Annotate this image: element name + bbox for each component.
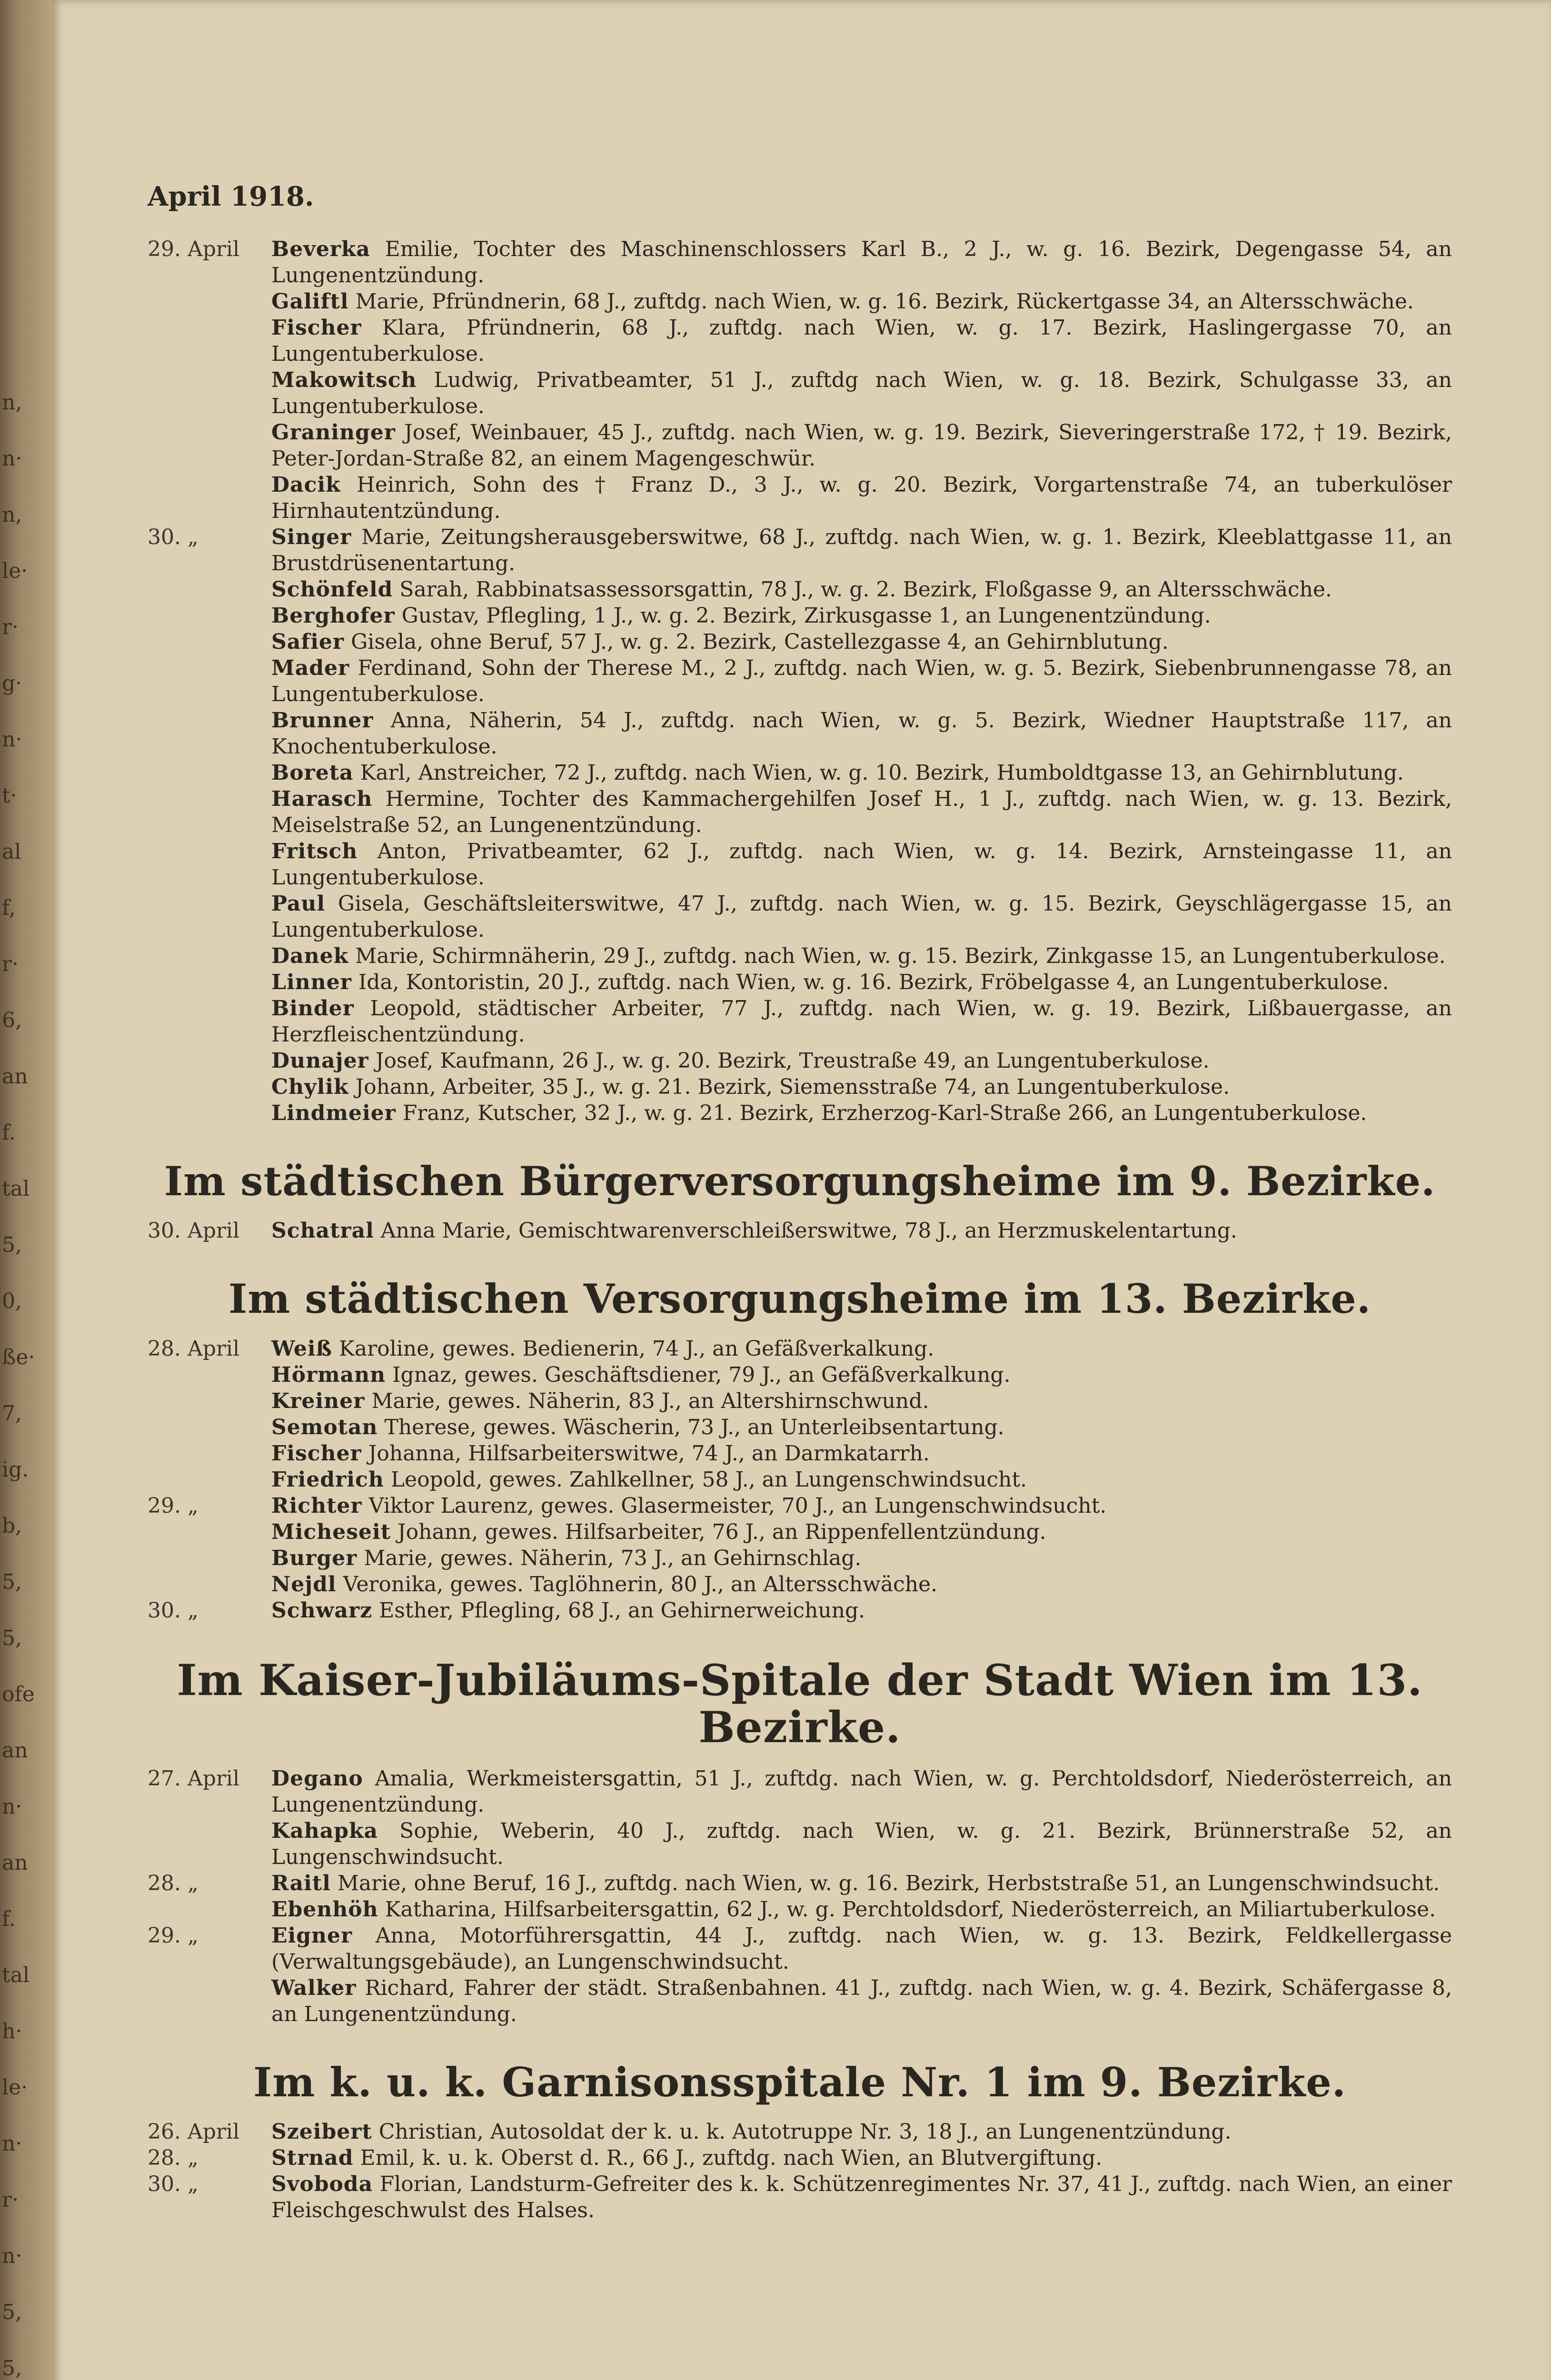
death-entry (148, 1493, 1452, 1519)
document-page (52, 0, 1551, 2380)
entry-surname: Graninger (271, 420, 396, 445)
gutter-fragment: n, (2, 390, 22, 415)
entry-date: 27. April (148, 1766, 240, 1791)
entry-surname: Raitl (271, 1871, 331, 1895)
death-entry (148, 995, 1452, 1048)
gutter-fragment: 5, (2, 1233, 22, 1257)
sections-container (148, 236, 1452, 2223)
death-entry (148, 1336, 1452, 1362)
entry-details: Karoline, gewes. Bedienerin, 74 J., an Gefäßverkalkung. (338, 1336, 935, 1361)
entry-surname: Paul (271, 892, 326, 916)
entry-details: Heinrich, Sohn des † Franz D., 3 J., w. g. 20. Bezirk, Vorgartenstraße 74, an tuberkulöser Hirnhautentzündung. (271, 473, 1452, 523)
entry-details: Marie, Schirmnäherin, 29 J., zuftdg. nach Wien, w. g. 15. Bezirk, Zinkgasse 15, an Lungentuberkulose. (355, 944, 1446, 968)
entry-details: Marie, gewes. Näherin, 83 J., an Altershirnschwund. (371, 1388, 929, 1413)
entry-surname: Galiftl (271, 289, 349, 314)
entry-details: Amalia, Werkmeistersgattin, 51 J., zuftdg. nach Wien, w. g. Perchtoldsdorf, Niederösterreich, an Lungenentzündung. (271, 1766, 1452, 1817)
death-entry (148, 891, 1452, 943)
death-entry (148, 2145, 1452, 2171)
entry-details: Anna, Motorführersgattin, 44 J., zuftdg. nach Wien, w. g. 13. Bezirk, Feldkellergasse (Verwaltungsgebäude), an Lungenschwindsucht. (271, 1923, 1452, 1974)
entry-details: Johanna, Hilfsarbeiterswitwe, 74 J., an Darmkatarrh. (368, 1441, 930, 1466)
entry-date: 30. „ (148, 1598, 199, 1623)
entry-surname: Lindmeier (271, 1101, 396, 1125)
gutter-fragment: 5, (2, 2356, 22, 2380)
death-entry (148, 603, 1452, 629)
section (148, 1160, 1452, 1244)
entry-details: Josef, Weinbauer, 45 J., zuftdg. nach Wien, w. g. 19. Bezirk, Sieveringerstraße 172, † 19. Bezirk, Peter-Jordan-Straße 82, an einem Magengeschwür. (271, 420, 1452, 471)
gutter-fragment: le· (2, 2075, 28, 2100)
death-entry (148, 629, 1452, 655)
death-entry (148, 1074, 1452, 1100)
death-entry (148, 943, 1452, 969)
entry-surname: Ebenhöh (271, 1897, 378, 1922)
entry-details: Emilie, Tochter des Maschinenschlossers Karl B., 2 J., w. g. 16. Bezirk, Degengasse 54, an Lungenentzündung. (271, 237, 1452, 288)
entry-details: Anna Marie, Gemischtwarenverschleißerswitwe, 78 J., an Herzmuskelentartung. (380, 1219, 1237, 1243)
gutter-fragment: t· (2, 783, 17, 808)
entry-details: Veronika, gewes. Taglöhnerin, 80 J., an Altersschwäche. (343, 1572, 938, 1597)
gutter-fragment: n· (2, 2132, 22, 2156)
entry-surname: Strnad (271, 2146, 354, 2171)
entry-date: 28. „ (148, 1871, 199, 1895)
entry-surname: Binder (271, 996, 354, 1021)
entry-surname: Burger (271, 1546, 358, 1570)
section (148, 1657, 1452, 2027)
section-title: Im k. u. k. Garnisonsspitale Nr. 1 im 9. Bezirke. (253, 2058, 1346, 2106)
gutter-fragment: 0, (2, 1289, 22, 1313)
gutter-fragment: n· (2, 727, 22, 752)
entry-details: Viktor Laurenz, gewes. Glasermeister, 70 J., an Lungenschwindsucht. (368, 1493, 1107, 1518)
entry-details: Gisela, Geschäftsleiterswitwe, 47 J., zuftdg. nach Wien, w. g. 15. Bezirk, Geyschlägergasse 15, an Lungentuberkulose. (271, 892, 1452, 942)
running-head: April 1918. (148, 181, 314, 212)
entry-surname: Nejdl (271, 1572, 337, 1597)
section (148, 1277, 1452, 1623)
entry-surname: Boreta (271, 761, 354, 785)
entry-surname: Brunner (271, 708, 374, 733)
death-entry (148, 1870, 1452, 1896)
gutter-fragment: an (2, 1851, 28, 1875)
entry-details: Florian, Landsturm-Gefreiter des k. k. Schützenregimentes Nr. 37, 41 J., zuftdg. nach Wien, an einer Fleischgeschwulst des Halses. (271, 2172, 1452, 2223)
entry-surname: Kahapka (271, 1818, 378, 1843)
entry-date: 28. „ (148, 2146, 199, 2171)
gutter-previous-page (0, 0, 52, 2380)
entry-surname: Linner (271, 970, 352, 994)
entry-surname: Svoboda (271, 2172, 373, 2197)
gutter-fragment: n· (2, 446, 22, 471)
death-entry (148, 1765, 1452, 1818)
entry-details: Anna, Näherin, 54 J., zuftdg. nach Wien, w. g. 5. Bezirk, Wiedner Hauptstraße 117, an Knochentuberkulose. (271, 708, 1452, 759)
death-entry (148, 419, 1452, 472)
gutter-fragment: an (2, 1064, 28, 1089)
section-title: Im städtischen Bürgerversorgungsheime im 9. Bezirke. (164, 1158, 1436, 1205)
gutter-fragment: al (2, 840, 21, 864)
death-entry (148, 1545, 1452, 1571)
death-entry (148, 1519, 1452, 1545)
entry-surname: Danek (271, 944, 349, 968)
gutter-fragment: an (2, 1738, 28, 1763)
entry-surname: Friedrich (271, 1467, 384, 1492)
death-entry (148, 655, 1452, 707)
entry-date: 29. April (148, 237, 240, 261)
death-entry (148, 1818, 1452, 1870)
entry-surname: Richter (271, 1493, 362, 1518)
death-entry (148, 576, 1452, 603)
death-entry (148, 969, 1452, 995)
gutter-fragment: b, (2, 1514, 22, 1538)
entry-date: 30. „ (148, 525, 199, 549)
gutter-fragments (2, 0, 50, 2380)
gutter-fragment: f, (2, 896, 16, 920)
entry-surname: Chylik (271, 1075, 349, 1099)
entry-surname: Dunajer (271, 1049, 369, 1073)
entry-details: Klara, Pfründnerin, 68 J., zuftdg. nach Wien, w. g. 17. Bezirk, Haslingergasse 70, an Lungentuberkulose. (271, 316, 1452, 366)
death-entry (148, 2171, 1452, 2223)
entry-surname: Mader (271, 656, 350, 680)
death-entry (148, 367, 1452, 419)
entry-details: Johann, Arbeiter, 35 J., w. g. 21. Bezirk, Siemensstraße 74, an Lungentuberkulose. (355, 1075, 1230, 1099)
entry-surname: Kreiner (271, 1388, 365, 1413)
gutter-fragment: 7, (2, 1401, 22, 1426)
entry-details: Leopold, gewes. Zahlkellner, 58 J., an Lungenschwindsucht. (390, 1467, 1027, 1492)
death-entry (148, 1597, 1452, 1624)
entry-details: Sophie, Weberin, 40 J., zuftdg. nach Wien, w. g. 21. Bezirk, Brünnerstraße 52, an Lungenschwindsucht. (271, 1818, 1452, 1869)
entry-date: 30. April (148, 1219, 240, 1243)
entry-details: Hermine, Tochter des Kammachergehilfen Josef H., 1 J., zuftdg. nach Wien, w. g. 13. Bezirk, Meiselstraße 52, an Lungenentzündung. (271, 787, 1452, 837)
gutter-fragment: 6, (2, 1008, 22, 1032)
entry-details: Josef, Kaufmann, 26 J., w. g. 20. Bezirk, Treustraße 49, an Lungentuberkulose. (375, 1049, 1210, 1073)
entry-surname: Dacik (271, 473, 341, 497)
death-entry (148, 236, 1452, 288)
section (148, 236, 1452, 1126)
death-entry (148, 786, 1452, 838)
death-entry (148, 1048, 1452, 1074)
death-entry (148, 472, 1452, 524)
entry-surname: Makowitsch (271, 368, 417, 392)
gutter-fragment: 5, (2, 2300, 22, 2324)
entry-details: Marie, Pfründnerin, 68 J., zuftdg. nach Wien, w. g. 16. Bezirk, Rückertgasse 34, an Altersschwäche. (355, 289, 1414, 314)
page-content (148, 181, 1452, 2223)
entry-surname: Szeibert (271, 2120, 372, 2144)
entry-surname: Hörmann (271, 1362, 386, 1387)
gutter-fragment: ße· (2, 1345, 35, 1369)
entry-surname: Berghofer (271, 604, 395, 628)
entry-surname: Fischer (271, 316, 362, 340)
entry-surname: Walker (271, 1975, 357, 2000)
entry-date: 26. April (148, 2120, 240, 2144)
entry-details: Gustav, Pflegling, 1 J., w. g. 2. Bezirk, Zirkusgasse 1, an Lungenentzündung. (401, 604, 1211, 628)
entry-details: Esther, Pflegling, 68 J., an Gehirnerweichung. (379, 1598, 865, 1623)
entry-details: Ferdinand, Sohn der Therese M., 2 J., zuftdg. nach Wien, w. g. 5. Bezirk, Siebenbrunnengasse 78, an Lungentuberkulose. (271, 656, 1452, 706)
death-entry (148, 1218, 1452, 1244)
entry-details: Leopold, städtischer Arbeiter, 77 J., zuftdg. nach Wien, w. g. 19. Bezirk, Lißbauergasse, an Herzfleischentzündung. (271, 996, 1452, 1047)
death-entry (148, 1388, 1452, 1414)
gutter-fragment: r· (2, 615, 19, 639)
death-entry (148, 760, 1452, 786)
gutter-fragment: n, (2, 503, 22, 527)
death-entry (148, 315, 1452, 367)
gutter-fragment: h· (2, 2019, 22, 2043)
death-entry (148, 1975, 1452, 2027)
entry-details: Therese, gewes. Wäscherin, 73 J., an Unterleibsentartung. (384, 1415, 1004, 1439)
death-entry (148, 288, 1452, 315)
entry-details: Johann, gewes. Hilfsarbeiter, 76 J., an Rippenfellentzündung. (398, 1519, 1046, 1544)
gutter-fragment: f. (2, 1907, 16, 1931)
gutter-fragment: 5, (2, 1626, 22, 1650)
entry-details: Ignaz, gewes. Geschäftsdiener, 79 J., an Gefäßverkalkung. (392, 1362, 1011, 1387)
gutter-fragment: le· (2, 559, 28, 583)
gutter-fragment: 5, (2, 1570, 22, 1594)
entry-details: Karl, Anstreicher, 72 J., zuftdg. nach Wien, w. g. 10. Bezirk, Humboldtgasse 13, an Gehirnblutung. (360, 761, 1404, 785)
gutter-fragment: n· (2, 1795, 22, 1819)
entry-date: 30. „ (148, 2172, 199, 2197)
entry-details: Sarah, Rabbinatsassessorsgattin, 78 J., w. g. 2. Bezirk, Floßgasse 9, an Altersschwäche. (399, 577, 1332, 602)
death-entry (148, 1923, 1452, 1975)
gutter-fragment: ofe (2, 1682, 35, 1706)
gutter-fragment: f. (2, 1121, 16, 1145)
gutter-fragment: ig. (2, 1458, 29, 1482)
entry-surname: Schatral (271, 1219, 374, 1243)
section-title: Im städtischen Versorgungsheime im 13. Bezirke. (229, 1275, 1371, 1323)
entry-details: Anton, Privatbeamter, 62 J., zuftdg. nach Wien, w. g. 14. Bezirk, Arnsteingasse 11, an Lungentuberkulose. (271, 839, 1452, 890)
entry-surname: Schwarz (271, 1598, 373, 1623)
entry-details: Gisela, ohne Beruf, 57 J., w. g. 2. Bezirk, Castellezgasse 4, an Gehirnblutung. (351, 630, 1169, 654)
entry-details: Richard, Fahrer der städt. Straßenbahnen. 41 J., zuftdg. nach Wien, w. g. 4. Bezirk, Schäfergasse 8, an Lungenentzündung. (271, 1975, 1452, 2026)
entry-surname: Eigner (271, 1923, 353, 1948)
death-entry (148, 1896, 1452, 1923)
entry-surname: Fritsch (271, 839, 358, 863)
death-entry (148, 1362, 1452, 1388)
entry-surname: Degano (271, 1766, 363, 1791)
gutter-fragment: n· (2, 2244, 22, 2268)
gutter-fragment: r· (2, 952, 19, 976)
death-entry (148, 1440, 1452, 1467)
gutter-fragment: tal (2, 1177, 30, 1201)
death-entry (148, 1571, 1452, 1597)
entry-details: Christian, Autosoldat der k. u. k. Autotruppe Nr. 3, 18 J., an Lungenentzündung. (378, 2120, 1232, 2144)
gutter-fragment: g· (2, 671, 22, 695)
section (148, 2058, 1452, 2223)
death-entry (148, 2119, 1452, 2145)
death-entry (148, 1414, 1452, 1440)
entry-details: Ludwig, Privatbeamter, 51 J., zuftdg nach Wien, w. g. 18. Bezirk, Schulgasse 33, an Lungentuberkulose. (271, 368, 1452, 418)
entry-surname: Fischer (271, 1441, 362, 1466)
entry-surname: Schönfeld (271, 577, 393, 602)
gutter-fragment: tal (2, 1963, 30, 1987)
entry-date: 29. „ (148, 1923, 199, 1948)
entry-surname: Beverka (271, 237, 370, 261)
entry-details: Katharina, Hilfsarbeitersgattin, 62 J., w. g. Perchtoldsdorf, Niederösterreich, an Miliartuberkulose. (385, 1897, 1436, 1922)
entry-details: Emil, k. u. k. Oberst d. R., 66 J., zuftdg. nach Wien, an Blutvergiftung. (360, 2146, 1103, 2171)
entry-details: Marie, ohne Beruf, 16 J., zuftdg. nach Wien, w. g. 16. Bezirk, Herbststraße 51, an Lungenschwindsucht. (337, 1871, 1440, 1895)
entry-surname: Micheseit (271, 1519, 391, 1544)
entry-surname: Weiß (271, 1336, 332, 1361)
entry-details: Franz, Kutscher, 32 J., w. g. 21. Bezirk, Erzherzog-Karl-Straße 266, an Lungentuberkulose. (402, 1101, 1367, 1125)
death-entry (148, 1100, 1452, 1126)
entry-date: 29. „ (148, 1493, 199, 1518)
gutter-fragment: r· (2, 2188, 19, 2212)
death-entry (148, 707, 1452, 760)
entry-details: Ida, Kontoristin, 20 J., zuftdg. nach Wien, w. g. 16. Bezirk, Fröbelgasse 4, an Lungentuberkulose. (358, 970, 1389, 994)
entry-details: Marie, Zeitungsherausgeberswitwe, 68 J., zuftdg. nach Wien, w. g. 1. Bezirk, Kleeblattgasse 11, an Brustdrüsenentartung. (271, 525, 1452, 575)
death-entry (148, 838, 1452, 891)
entry-surname: Semotan (271, 1415, 378, 1439)
entry-surname: Safier (271, 630, 345, 654)
entry-surname: Singer (271, 525, 352, 549)
entry-details: Marie, gewes. Näherin, 73 J., an Gehirnschlag. (364, 1546, 862, 1570)
death-entry (148, 1467, 1452, 1493)
entry-date: 28. April (148, 1336, 240, 1361)
entry-surname: Harasch (271, 787, 373, 811)
death-entry (148, 524, 1452, 576)
section-title: Im Kaiser-Jubiläums-Spitale der Stadt Wien im 13. Bezirke. (177, 1655, 1423, 1753)
